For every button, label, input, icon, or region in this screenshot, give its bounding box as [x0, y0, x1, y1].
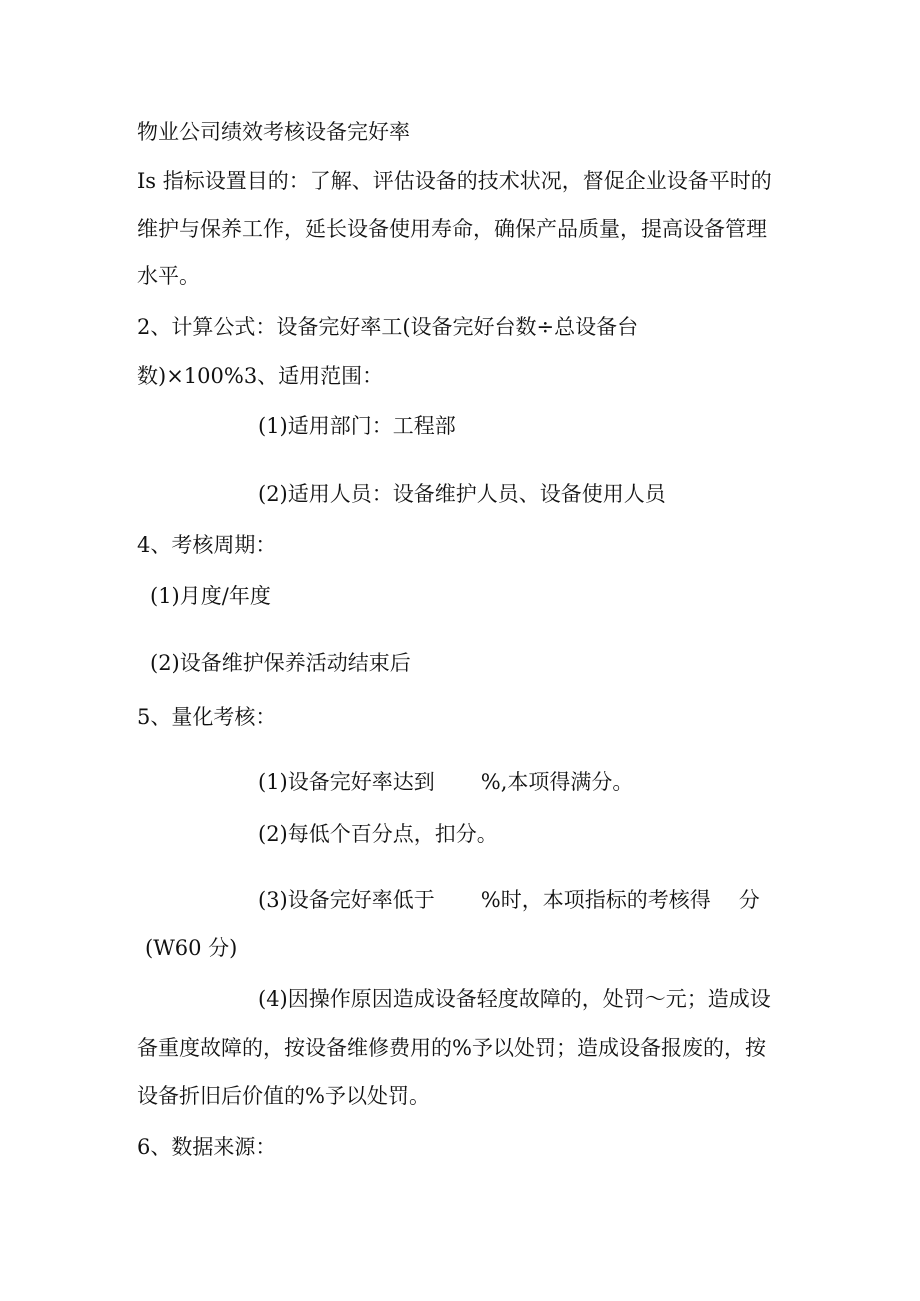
quant-item-4-line-2: 备重度故障的，按设备维修费用的%予以处罚；造成设备报废的，按 [137, 1036, 766, 1060]
period-item-1: (1)月度/年度 [150, 584, 271, 608]
formula-line-1: 2、计算公式：设备完好率工(设备完好台数÷总设备台 [137, 315, 639, 339]
data-source-heading: 6、数据来源： [137, 1135, 277, 1159]
purpose-line-1: Is 指标设置目的：了解、评估设备的技术状况，督促企业设备平时的 [137, 169, 772, 193]
quant-item-3 [258, 886, 760, 914]
quant-item-1-suffix: %,本项得满分。 [480, 770, 634, 794]
formula-line-2: 数)×100%3、适用范围： [137, 364, 384, 388]
quant-item-3-mid: %时，本项指标的考核得 [480, 888, 711, 912]
quant-item-4-line-1: (4)因操作原因造成设备轻度故障的，处罚～元；造成设 [258, 987, 771, 1011]
quant-item-2: (2)每低个百分点，扣分。 [258, 822, 498, 846]
quant-heading: 5、量化考核： [137, 705, 277, 729]
purpose-line-2: 维护与保养工作，延长设备使用寿命，确保产品质量，提高设备管理 [137, 217, 767, 241]
quant-item-3-text: (3)设备完好率低于 [258, 888, 435, 912]
purpose-line-3: 水平。 [137, 264, 200, 288]
quant-item-1-text: (1)设备完好率达到 [258, 770, 435, 794]
quant-item-3-unit: 分 [738, 888, 760, 912]
quant-item-1 [258, 768, 633, 796]
scope-department: (1)适用部门：工程部 [258, 414, 456, 438]
quant-item-3-note: (W60 分) [145, 936, 238, 960]
quant-item-4-line-3: 设备折旧后价值的%予以处罚。 [137, 1084, 430, 1108]
document-title: 物业公司绩效考核设备完好率 [137, 120, 410, 144]
scope-personnel: (2)适用人员：设备维护人员、设备使用人员 [258, 482, 666, 506]
period-heading: 4、考核周期： [137, 533, 277, 557]
period-item-2: (2)设备维护保养活动结束后 [150, 651, 411, 675]
